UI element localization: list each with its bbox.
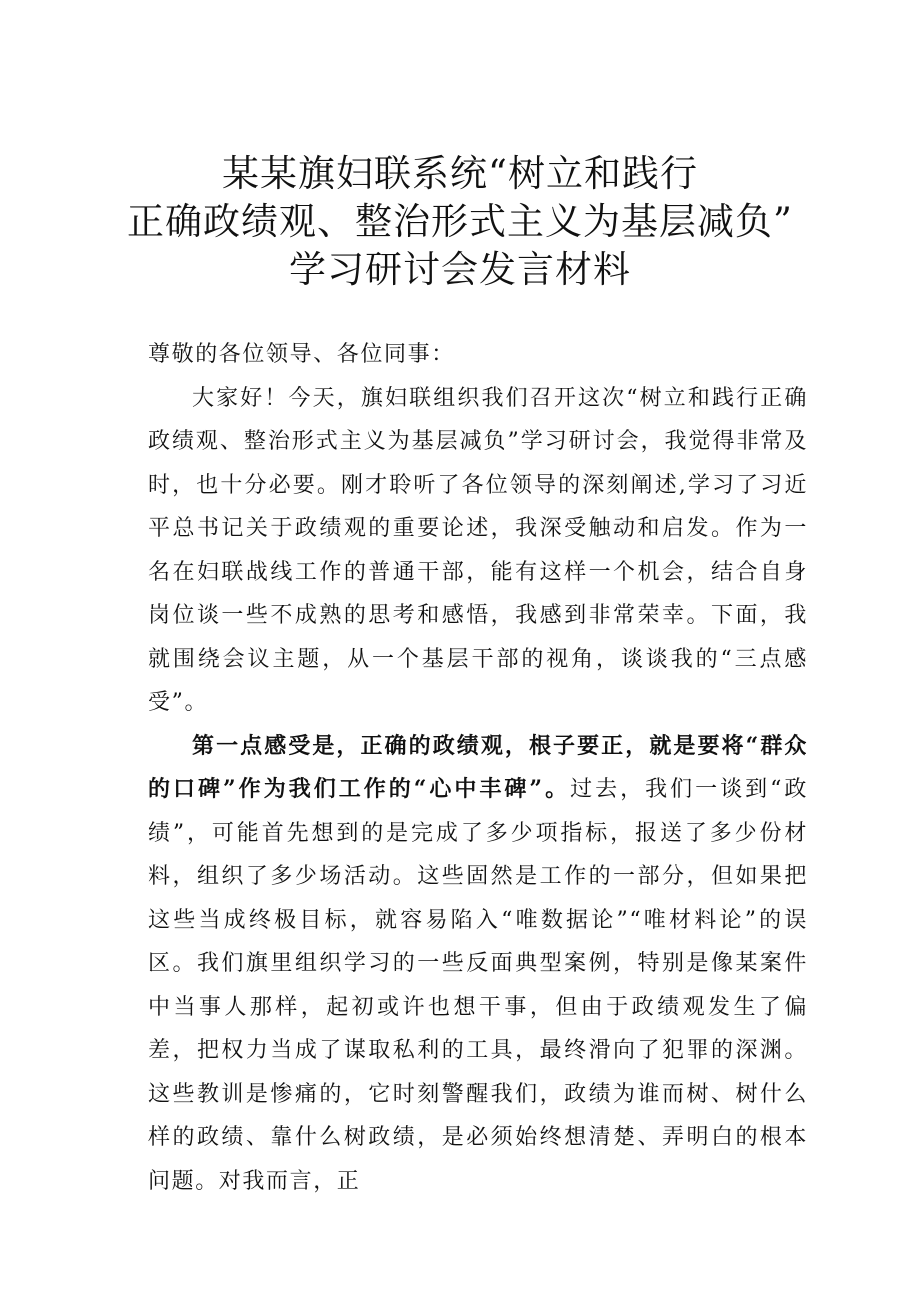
salutation: 尊敬的各位领导、各位同事： — [148, 342, 455, 367]
paragraph-first-point-heading: 第一点感受是，正确的政绩观，根子要正，就是要将“群众的口碑”作为我们工作的“心中丰碑”。 — [148, 732, 808, 802]
paragraph-intro: 大家好！今天，旗妇联组织我们召开这次“树立和践行正确政绩观、整治形式主义为基层减负”学习研讨会，我觉得非常及时，也十分必要。刚才聆听了各位领导的深刻阐述,学习了习近平总书记关于政绩观的重要论述，我深受触动和启发。作为一名在妇联战线工作的普通干部，能有这样一个机会，结合自身岗位谈一些不成熟的思考和感悟，我感到非常荣幸。下面，我就围绕会议主题，从一个基层干部的视角，谈谈我的“三点感受”。 — [148, 385, 808, 715]
paragraph-first-point-text: 过去，我们一谈到“政绩”，可能首先想到的是完成了多少项指标，报送了多少份材料，组织了多少场活动。这些固然是工作的一部分，但如果把这些当成终极目标，就容易陷入“唯数据论”“唯材料论”的误区。我们旗里组织学习的一些反面典型案例，特别是像某案件中当事人那样，起初或许也想干事，但由于政绩观发生了偏差，把权力当成了谋取私利的工具，最终滑向了犯罪的深渊。这些教训是惨痛的，它时刻警醒我们，政绩为谁而树、树什么样的政绩、靠什么树政绩，是必须始终想清楚、弄明白的根本问题。对我而言，正 — [148, 777, 809, 1194]
title-line-2: 正确政绩观、整治形式主义为基层减负” — [127, 200, 793, 243]
paragraph-first-point — [148, 725, 808, 1204]
document-title — [0, 150, 920, 294]
document-body — [148, 333, 808, 1203]
title-line-1: 某某旗妇联系统“树立和践行 — [222, 152, 698, 195]
title-line-3: 学习研讨会发言材料 — [289, 248, 631, 291]
